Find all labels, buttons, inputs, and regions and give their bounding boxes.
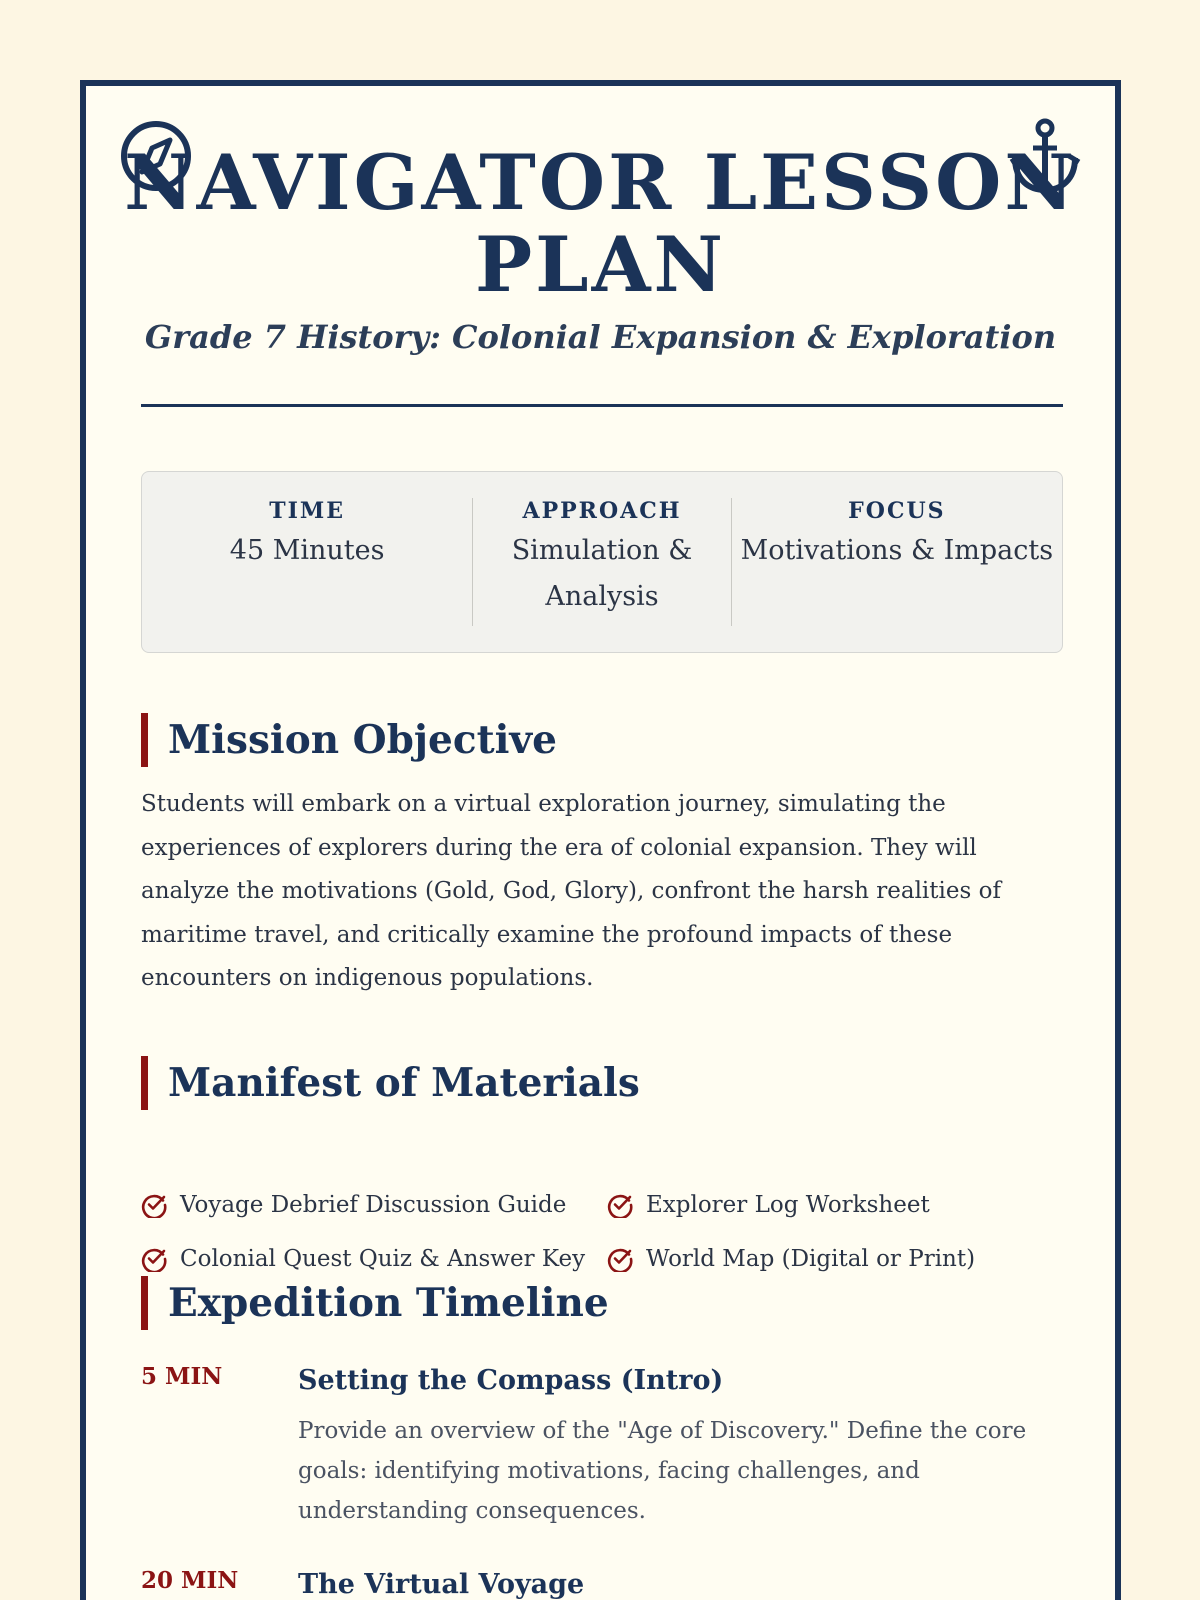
overview-value: Simulation & Analysis <box>511 535 693 612</box>
material-label: Colonial Quest Quiz & Answer Key <box>180 1246 586 1272</box>
check-circle-icon <box>141 1192 167 1218</box>
overview-focus <box>732 472 1062 652</box>
overview-time <box>142 472 472 652</box>
section-heading-materials: Manifest of Materials <box>141 1056 640 1110</box>
lesson-plan-document <box>80 80 1121 1600</box>
overview-approach <box>473 472 730 652</box>
check-circle-icon <box>141 1246 167 1272</box>
list-item <box>141 1187 607 1223</box>
overview-label: FOCUS <box>848 498 946 524</box>
timeline-step-title: The Virtual Voyage <box>298 1569 585 1600</box>
materials-list <box>141 1187 1063 1277</box>
section-heading-timeline: Expedition Timeline <box>141 1276 609 1330</box>
check-circle-icon <box>607 1192 633 1218</box>
list-item <box>141 1241 607 1277</box>
list-item <box>607 1241 1063 1277</box>
list-item <box>607 1187 1063 1223</box>
material-label: Explorer Log Worksheet <box>646 1192 930 1218</box>
timeline-duration: 20 MIN <box>141 1567 239 1594</box>
overview-value: 45 Minutes <box>229 535 385 566</box>
material-label: World Map (Digital or Print) <box>646 1246 976 1272</box>
material-label: Voyage Debrief Discussion Guide <box>180 1192 567 1218</box>
page-title: NAVIGATOR LESSON PLAN <box>124 138 1077 309</box>
timeline-duration: 5 MIN <box>141 1363 223 1390</box>
page-subtitle: Grade 7 History: Colonial Expansion & Exploration <box>144 318 1057 356</box>
timeline-step-description: Provide an overview of the "Age of Discovery." Define the core goals: identifying motivations, facing challenges, and understanding consequences. <box>298 1418 1027 1524</box>
check-circle-icon <box>607 1246 633 1272</box>
overview-value: Motivations & Impacts <box>740 535 1054 566</box>
timeline-step-title: Setting the Compass (Intro) <box>298 1365 724 1396</box>
objective-text: Students will embark on a virtual exploration journey, simulating the experiences of explorers during the era of colonial expansion. They will analyze the motivations (Gold, God, Glory), confront the harsh realities of maritime travel, and critically examine the profound impacts of these encounters on indigenous populations. <box>141 791 1001 991</box>
overview-label: APPROACH <box>522 498 682 524</box>
header-divider <box>141 404 1063 407</box>
overview-label: TIME <box>269 498 346 524</box>
section-heading-objective: Mission Objective <box>141 713 557 767</box>
lesson-overview-box <box>141 471 1063 653</box>
